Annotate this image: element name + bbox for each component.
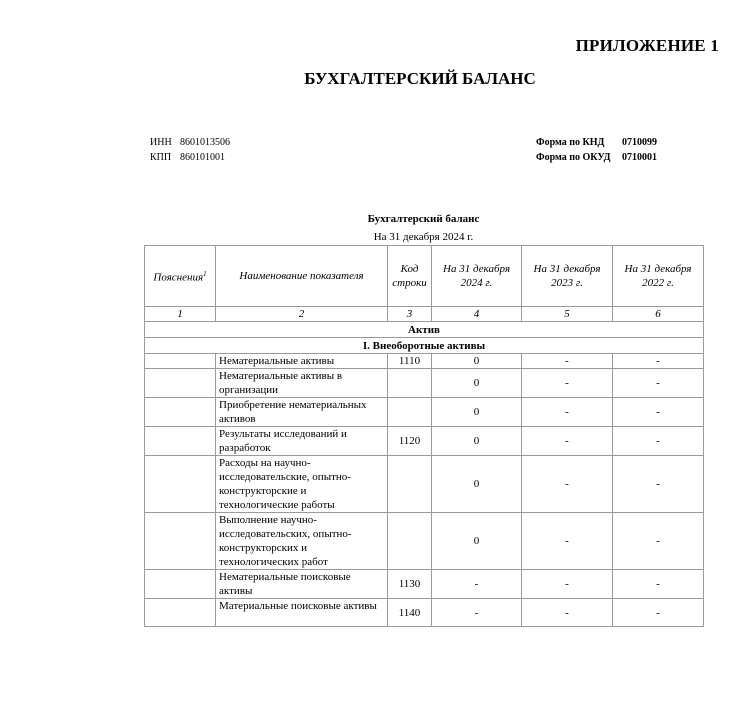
table-row — [145, 369, 704, 398]
indicator-name: Результаты исследований и разработок — [216, 427, 388, 456]
table-header-row — [145, 246, 704, 307]
value-2023: - — [522, 369, 613, 398]
line-code — [388, 398, 432, 427]
table-row — [145, 427, 704, 456]
knd-label: Форма по КНД — [536, 137, 605, 148]
line-code: 1120 — [388, 427, 432, 456]
value-2023: - — [522, 354, 613, 369]
notes-cell — [145, 369, 216, 398]
notes-cell — [145, 398, 216, 427]
table-row — [145, 354, 704, 369]
line-code: 1110 — [388, 354, 432, 369]
value-2023: - — [522, 427, 613, 456]
inn-line — [150, 137, 230, 148]
line-code: 1130 — [388, 570, 432, 599]
value-2022: - — [613, 427, 704, 456]
kpp-value: 860101001 — [180, 152, 225, 163]
notes-cell — [145, 513, 216, 570]
section-assets: Актив — [145, 322, 704, 338]
table-date: На 31 декабря 2024 г. — [373, 231, 474, 243]
indicator-name: Нематериальные активы в организации — [216, 369, 388, 398]
document-title: БУХГАЛТЕРСКИЙ БАЛАНС — [304, 69, 536, 88]
header-name: Наименование показателя — [216, 246, 388, 307]
column-number: 6 — [613, 307, 704, 322]
value-2024: 0 — [432, 369, 522, 398]
header-2024: На 31 декабря 2024 г. — [432, 246, 522, 307]
value-2024: - — [432, 599, 522, 627]
line-code: 1140 — [388, 599, 432, 627]
indicator-name: Нематериальные поисковые активы — [216, 570, 388, 599]
inn-label: ИНН — [150, 137, 172, 148]
value-2022: - — [613, 354, 704, 369]
table-row — [145, 398, 704, 427]
value-2022: - — [613, 513, 704, 570]
header-2023: На 31 декабря 2023 г. — [522, 246, 613, 307]
value-2024: 0 — [432, 456, 522, 513]
indicator-name: Материальные поисковые активы — [216, 599, 388, 627]
value-2022: - — [613, 456, 704, 513]
value-2022: - — [613, 570, 704, 599]
value-2023: - — [522, 398, 613, 427]
balance-table — [144, 245, 704, 627]
line-code — [388, 513, 432, 570]
value-2022: - — [613, 369, 704, 398]
column-number-row — [145, 307, 704, 322]
table-row — [145, 456, 704, 513]
knd-value: 0710099 — [622, 137, 657, 148]
indicator-name: Нематериальные активы — [216, 354, 388, 369]
appendix-label: ПРИЛОЖЕНИЕ 1 — [575, 36, 719, 55]
column-number: 5 — [522, 307, 613, 322]
okud-line — [536, 152, 657, 163]
value-2023: - — [522, 599, 613, 627]
subsection-row — [145, 338, 704, 354]
column-number: 2 — [216, 307, 388, 322]
header-notes: Пояснения$^1$ — [145, 246, 216, 307]
header-code: Код строки — [388, 246, 432, 307]
value-2023: - — [522, 456, 613, 513]
inn-value: 8601013506 — [180, 137, 230, 148]
value-2024: - — [432, 570, 522, 599]
table-title: Бухгалтерский баланс — [367, 213, 480, 225]
table-row — [145, 570, 704, 599]
line-code — [388, 369, 432, 398]
notes-cell — [145, 599, 216, 627]
subsection-noncurrent-assets: I. Внеоборотные активы — [145, 338, 704, 354]
value-2023: - — [522, 570, 613, 599]
value-2024: 0 — [432, 398, 522, 427]
notes-cell — [145, 354, 216, 369]
line-code — [388, 456, 432, 513]
value-2022: - — [613, 398, 704, 427]
notes-cell — [145, 427, 216, 456]
section-row — [145, 322, 704, 338]
header-2022: На 31 декабря 2022 г. — [613, 246, 704, 307]
table-row — [145, 599, 704, 627]
value-2023: - — [522, 513, 613, 570]
indicator-name: Приобретение нематериальных активов — [216, 398, 388, 427]
table-row — [145, 513, 704, 570]
value-2024: 0 — [432, 354, 522, 369]
notes-cell — [145, 570, 216, 599]
okud-label: Форма по ОКУД — [536, 152, 611, 163]
column-number: 1 — [145, 307, 216, 322]
value-2022: - — [613, 599, 704, 627]
kpp-label: КПП — [150, 152, 172, 163]
column-number: 4 — [432, 307, 522, 322]
column-number: 3 — [388, 307, 432, 322]
value-2024: 0 — [432, 427, 522, 456]
value-2024: 0 — [432, 513, 522, 570]
indicator-name: Расходы на научно-исследовательские, опытно-конструкторские и технологические работы — [216, 456, 388, 513]
knd-line — [536, 137, 657, 148]
okud-value: 0710001 — [622, 152, 657, 163]
indicator-name: Выполнение научно-исследовательских, опытно-конструкторских и технологических работ — [216, 513, 388, 570]
kpp-line — [150, 152, 225, 163]
notes-cell — [145, 456, 216, 513]
